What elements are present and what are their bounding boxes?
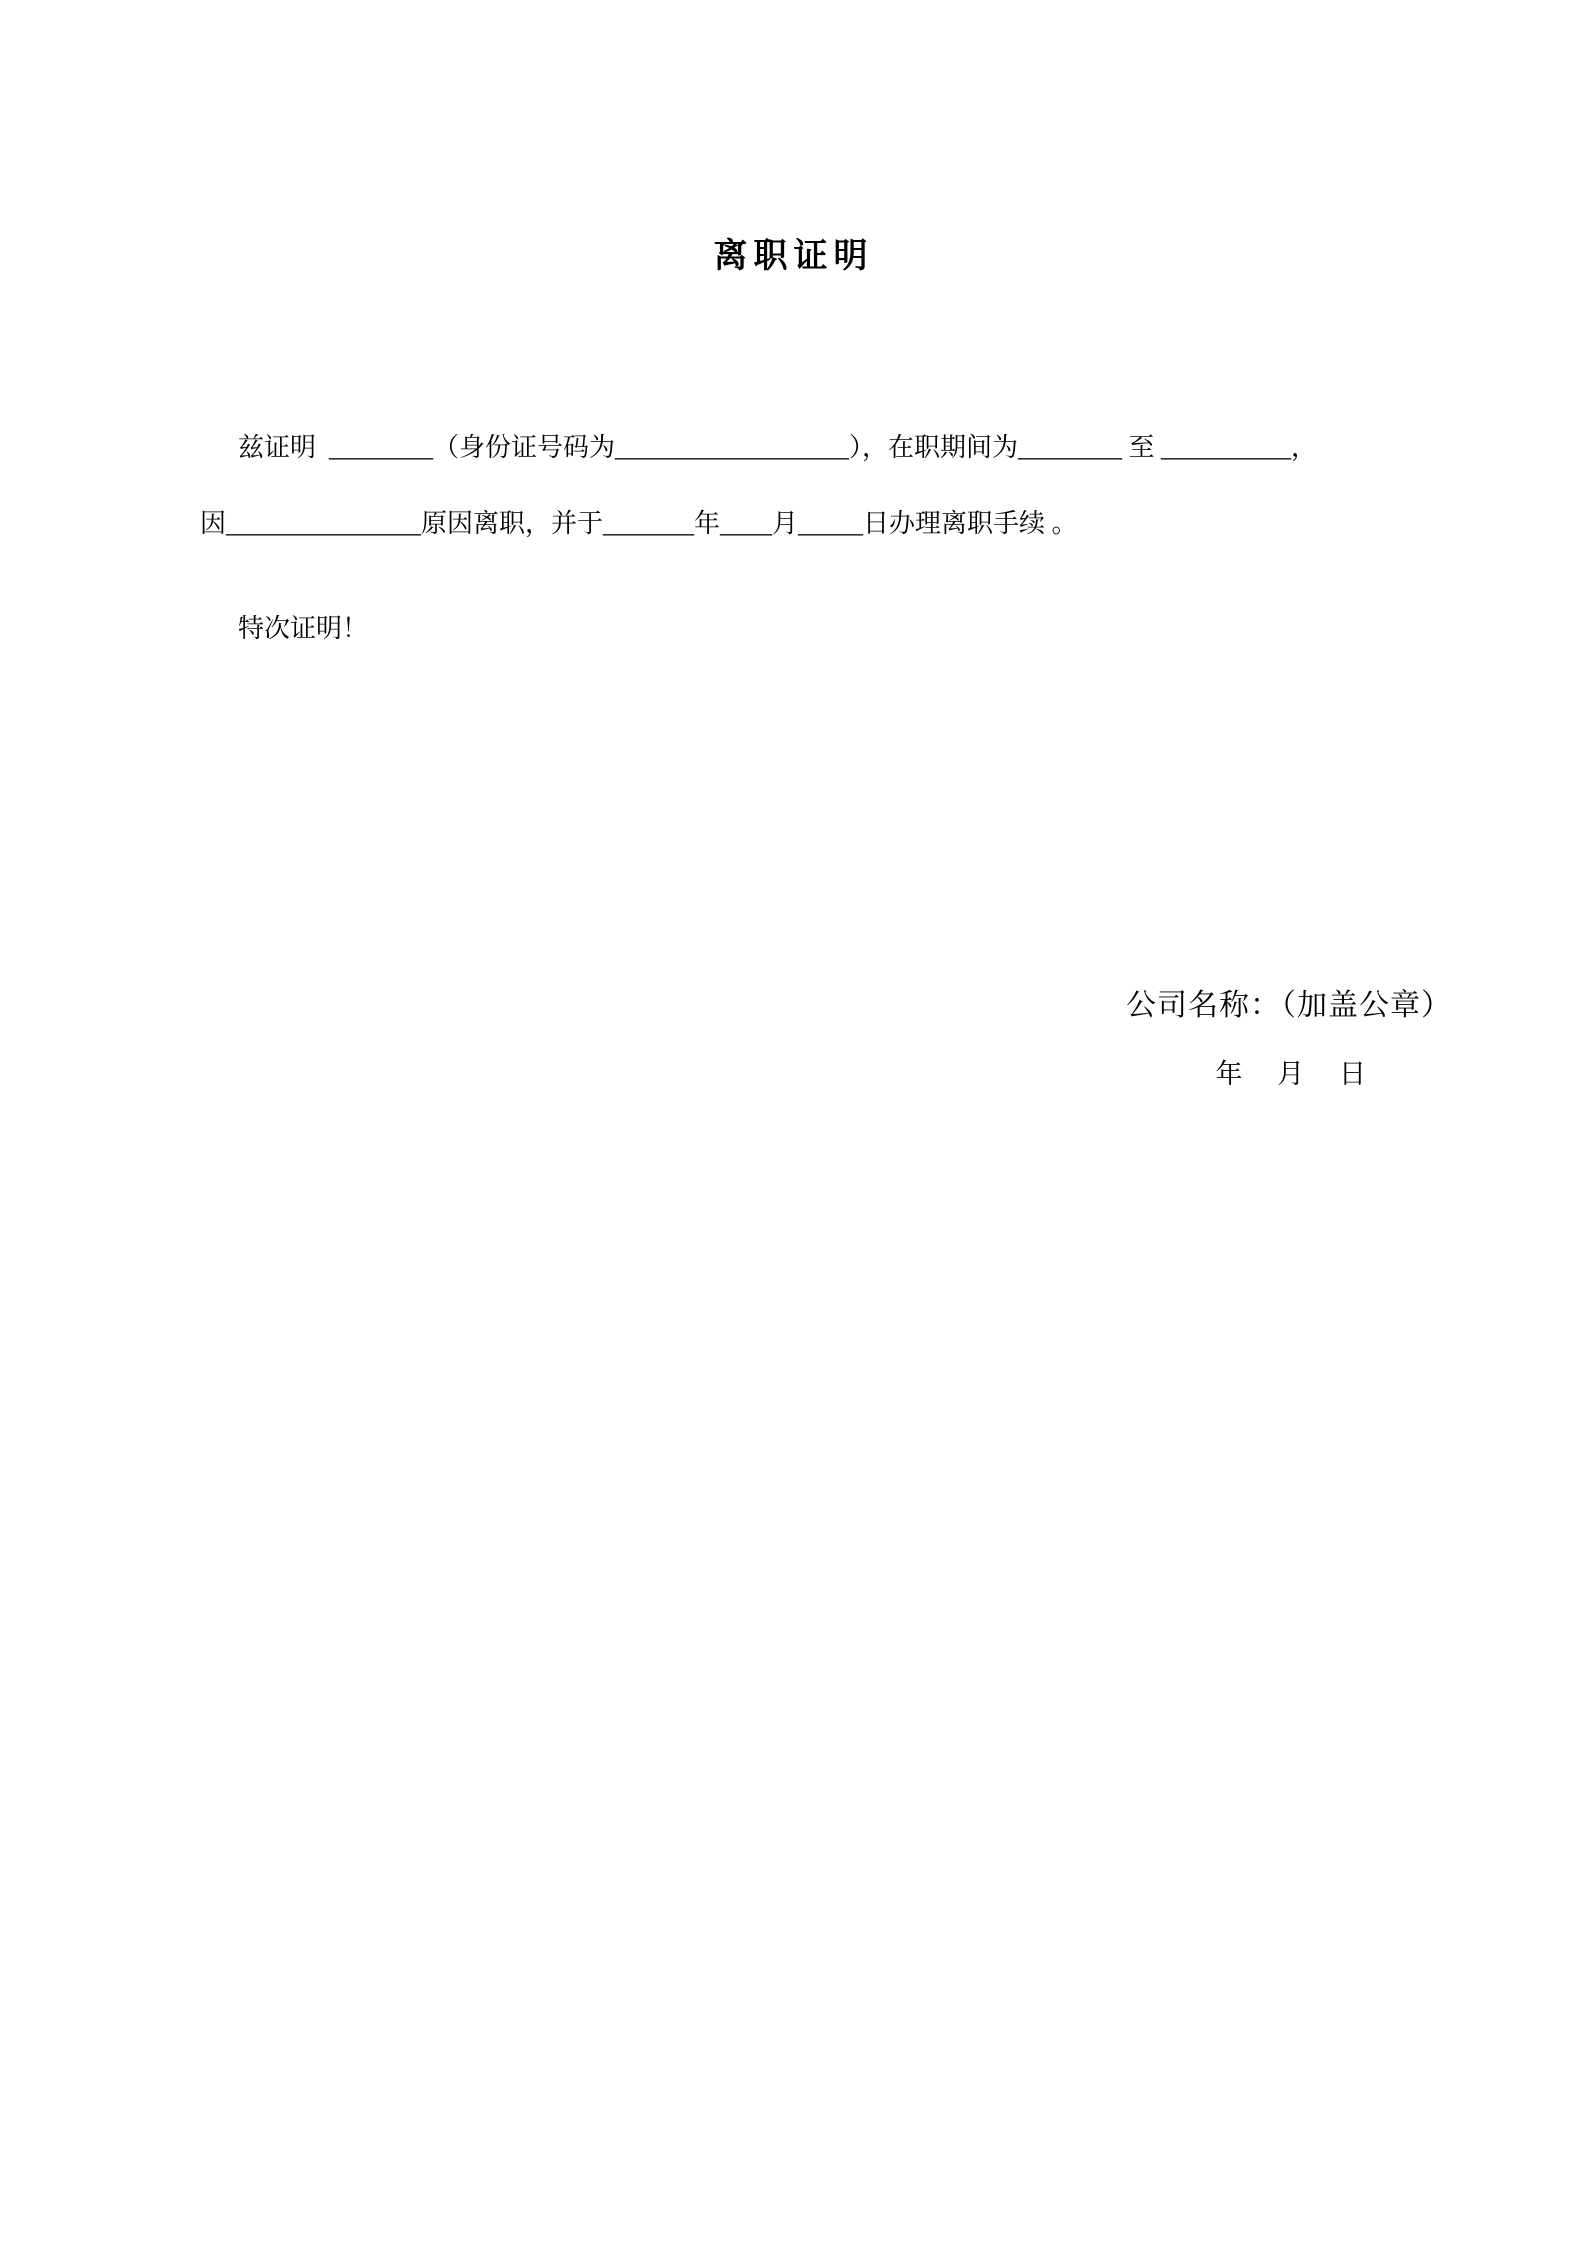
signature-date-label: 年 月 日 [1215,1059,1380,1089]
special-note: 特次证明！ [238,614,369,643]
page-title: 离职证明 [713,236,874,276]
signature-block [0,980,1452,1091]
company-name-label: 公司名称：（加盖公章） [1126,989,1452,1022]
document-body [200,410,1450,562]
certify-line-1: 兹证明 ________（身份证号码为__________________），在职期间为________ 至 __________， [238,433,1318,462]
certify-line-2: 因_______________原因离职，并于_______年____月_____日办理离职手续 。 [200,509,1078,538]
